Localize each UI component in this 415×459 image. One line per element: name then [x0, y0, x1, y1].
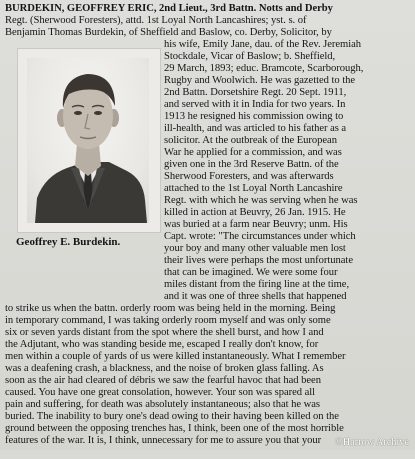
text-line-right-3: Rugby and Woolwich. He was gazetted to the [164, 75, 356, 86]
text-line-right-5: and served with it in India for two years. In [164, 99, 346, 110]
text-line-bottom-4: men within a couple of yards of us were killed instantaneously. What I remember [5, 351, 346, 362]
text-line-right-12: attached to the 1st Loyal North Lancashire [164, 183, 343, 194]
text-line-bottom-6: soon as the air had cleared of débris we saw the fearful havoc that had been [5, 375, 321, 386]
text-line-right-11: Sherwood Foresters, and was afterwards [164, 171, 334, 182]
text-line-right-15: was buried at a farm near Beuvry; unm. His [164, 219, 348, 230]
text-line-right-18: their lives were perhaps the most unfortunate [164, 255, 353, 266]
text-line-bottom-7: caused. You have one great consolation, however. Your son was spared all [5, 387, 316, 398]
text-line-right-1: Stockdale, Vicar of Baslow; b. Sheffield, [164, 51, 336, 62]
text-line-top-0: BURDEKIN, GEOFFREY ERIC, 2nd Lieut., 3rd Battn. Notts and Derby [5, 3, 333, 14]
text-line-top-2: Benjamin Thomas Burdekin, of Sheffield and Baslow, co. Derby, Solicitor, by [5, 27, 332, 38]
text-line-bottom-3: the Adjutant, who was standing beside me, escaped I really don't know, for [5, 339, 319, 350]
text-line-right-10: given one in the 3rd Reserve Battn. of the [164, 159, 339, 170]
text-line-bottom-8: pain and suffering, for death was absolutely instantaneous; also that he was [5, 399, 320, 410]
text-line-right-20: miles distant from the firing line at the time, [164, 279, 350, 290]
text-line-right-4: 2nd Battn. Dorsetshire Regt. 20 Sept. 1911, [164, 87, 347, 98]
text-line-bottom-9: buried. The inability to bury one's dead owing to their having been killed on the [5, 411, 339, 422]
text-line-right-16: Capt. wrote: "The circumstances under which [164, 231, 356, 242]
text-line-bottom-5: was a deafening crash, a blackness, and the noise of broken glass falling. As [5, 363, 324, 374]
portrait-photo [27, 58, 149, 223]
text-line-bottom-11: features of the war. It is, I think, unnecessary for me to assure you that your [5, 435, 322, 446]
text-line-right-0: his wife, Emily Jane, dau. of the Rev. Jeremiah [164, 39, 362, 50]
text-line-bottom-2: six or seven yards distant from the spot where the shell burst, and how I and [5, 327, 324, 338]
text-line-right-17: your boy and many other valuable men lost [164, 243, 346, 254]
text-line-right-9: War he applied for a commission, and was [164, 147, 342, 158]
portrait-illustration [27, 58, 149, 223]
text-line-right-21: and it was one of three shells that happened [164, 291, 347, 302]
text-line-right-2: 29 March, 1893; educ. Bramcote, Scarborough, [164, 63, 364, 74]
text-line-right-7: ill-health, and was articled to his father as a [164, 123, 347, 134]
text-line-right-19: that can be imagined. We were some four [164, 267, 338, 278]
text-line-right-14: killed in action at Beuvry, 26 Jan. 1915. He [164, 207, 346, 218]
portrait-caption: Geoffrey E. Burdekin. [16, 236, 121, 248]
text-line-bottom-1: in temporary command, I was taking orderly room myself and was only some [5, 315, 331, 326]
text-line-bottom-0: to strike us when the battn. orderly room was being held in the morning. Being [5, 303, 336, 314]
text-line-right-8: solicitor. At the outbreak of the European [164, 135, 337, 146]
watermark: ©Harrow Archive [335, 437, 409, 448]
text-line-right-6: 1913 he resigned his commission owing to [164, 111, 344, 122]
text-line-bottom-10: ground between the opposing trenches has, I think, been one of the most horrible [5, 423, 344, 434]
text-line-top-1: Regt. (Sherwood Foresters), attd. 1st Loyal North Lancashires; yst. s. of [5, 15, 307, 26]
text-line-right-13: Regt. with which he was serving when he was [164, 195, 358, 206]
